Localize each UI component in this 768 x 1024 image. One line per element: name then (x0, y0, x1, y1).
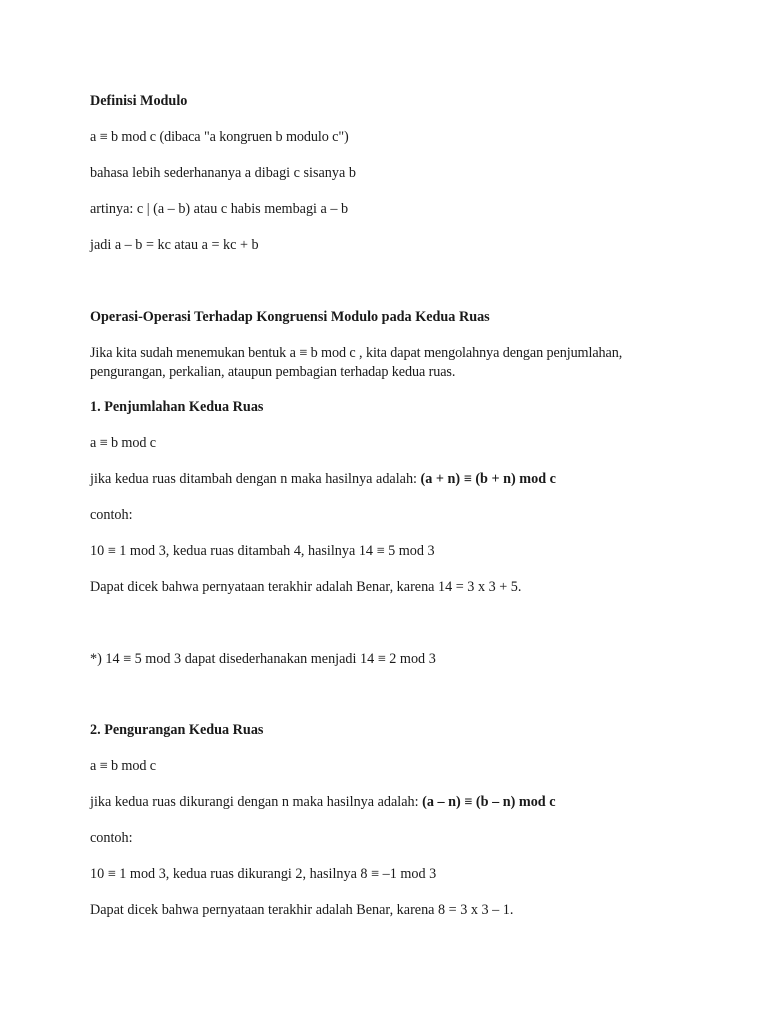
addition-form: a ≡ b mod c (90, 435, 156, 451)
heading-definisi-modulo: Definisi Modulo (90, 93, 188, 109)
heading-addition: 1. Penjumlahan Kedua Ruas (90, 399, 264, 415)
subtraction-check: Dapat dicek bahwa pernyataan terakhir adalah Benar, karena 8 = 3 x 3 – 1. (90, 902, 514, 918)
operations-intro-paragraph: Jika kita sudah menemukan bentuk a ≡ b mod c , kita dapat mengolahnya dengan penjumlahan, pengurangan, perkalian, ataupun pembagian terhadap kedua ruas. (90, 345, 623, 380)
subtraction-rule (90, 793, 556, 812)
subtraction-form: a ≡ b mod c (90, 758, 156, 774)
addition-check: Dapat dicek bahwa pernyataan terakhir adalah Benar, karena 14 = 3 x 3 + 5. (90, 579, 522, 595)
heading-subtraction: 2. Pengurangan Kedua Ruas (90, 722, 264, 738)
meaning-line: artinya: c | (a – b) atau c habis membagi a – b (90, 201, 349, 217)
addition-note: *) 14 ≡ 5 mod 3 dapat disederhanakan menjadi 14 ≡ 2 mod 3 (90, 651, 436, 667)
addition-example: 10 ≡ 1 mod 3, kedua ruas ditambah 4, hasilnya 14 ≡ 5 mod 3 (90, 543, 435, 559)
addition-rule (90, 470, 556, 489)
subtraction-rule-formula: (a – n) ≡ (b – n) mod c (422, 794, 556, 810)
addition-rule-text: jika kedua ruas ditambah dengan n maka hasilnya adalah: (90, 471, 421, 487)
addition-rule-formula: (a + n) ≡ (b + n) mod c (420, 471, 556, 487)
simple-explanation-line: bahasa lebih sederhananya a dibagi c sisanya b (90, 165, 356, 181)
definition-line: a ≡ b mod c (dibaca "a kongruen b modulo c") (90, 129, 349, 145)
heading-operations: Operasi-Operasi Terhadap Kongruensi Modulo pada Kedua Ruas (90, 309, 490, 325)
subtraction-example: 10 ≡ 1 mod 3, kedua ruas dikurangi 2, hasilnya 8 ≡ –1 mod 3 (90, 866, 437, 882)
conclusion-line: jadi a – b = kc atau a = kc + b (90, 237, 259, 253)
subtraction-example-label: contoh: (90, 830, 133, 846)
addition-example-label: contoh: (90, 507, 133, 523)
subtraction-rule-text: jika kedua ruas dikurangi dengan n maka hasilnya adalah: (90, 794, 423, 810)
